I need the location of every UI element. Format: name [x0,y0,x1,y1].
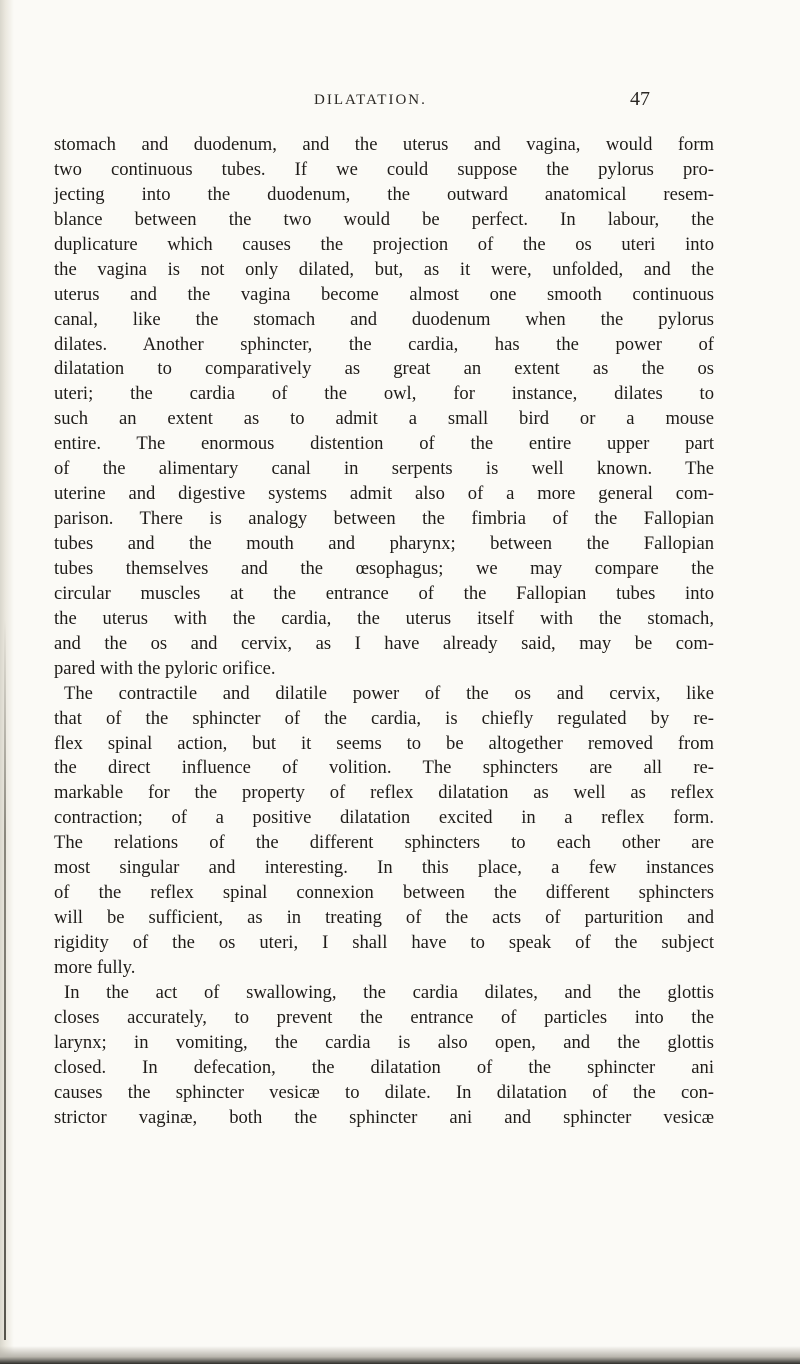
text-line: parison. There is analogy between the fimbria of the Fallopian [54,508,714,530]
text-line: dilates. Another sphincter, the cardia, has the power of [54,333,714,355]
text-line: duplicature which causes the projection of the os uteri into [54,233,714,255]
text-line: will be sufficient, as in treating of the acts of parturition and [54,907,714,929]
text-line: most singular and interesting. In this place, a few instances [54,857,714,879]
text-line: stomach and duodenum, and the uterus and vagina, would form [54,134,714,155]
text-line: closed. In defecation, the dilatation of the sphincter ani [54,1056,714,1078]
text-line: uteri; the cardia of the owl, for instance, dilates to [54,383,714,405]
text-line: dilatation to comparatively as great an extent as the os [54,358,714,380]
text-line: In the act of swallowing, the cardia dilates, and the glottis [64,981,714,1003]
page-number: 47 [630,88,650,110]
text-line: markable for the property of reflex dilatation as well as reflex [54,782,714,804]
running-head [0,88,800,116]
text-line: jecting into the duodenum, the outward anatomical resem- [54,183,714,205]
body-text [54,133,714,1131]
text-line: circular muscles at the entrance of the Fallopian tubes into [54,582,714,604]
text-line: that of the sphincter of the cardia, is chiefly regulated by re- [54,707,714,729]
text-line: causes the sphincter vesicæ to dilate. In dilatation of the con- [54,1081,714,1103]
text-line: entire. The enormous distention of the entire upper part [54,433,714,455]
text-line: contraction; of a positive dilatation excited in a reflex form. [54,807,714,829]
text-line: larynx; in vomiting, the cardia is also open, and the glottis [54,1031,714,1053]
text-line: flex spinal action, but it seems to be altogether removed from [54,732,714,754]
running-head-title: DILATATION. [314,92,427,108]
text-line: tubes themselves and the œsophagus; we may compare the [54,557,714,579]
text-line: pared with the pyloric orifice. [54,657,276,679]
text-line: The contractile and dilatile power of the os and cervix, like [64,682,714,704]
text-line: the vagina is not only dilated, but, as it were, unfolded, and the [54,258,714,280]
text-line: more fully. [54,956,136,978]
text-line: of the reflex spinal connexion between the different sphincters [54,882,714,904]
text-line: The relations of the different sphincters to each other are [54,832,714,854]
gutter-shadow [0,0,14,1364]
text-line: tubes and the mouth and pharynx; between the Fallopian [54,533,714,554]
text-line: strictor vaginæ, both the sphincter ani and sphincter vesicæ [54,1106,714,1128]
text-line: rigidity of the os uteri, I shall have to speak of the subject [54,932,714,953]
text-line: the direct influence of volition. The sphincters are all re- [54,757,714,779]
text-line: canal, like the stomach and duodenum when the pylorus [54,308,714,330]
text-line: blance between the two would be perfect. In labour, the [54,208,714,230]
text-line: uterus and the vagina become almost one smooth continuous [54,283,714,305]
text-line: two continuous tubes. If we could suppose the pylorus pro- [54,158,714,180]
gutter-edge [4,620,6,1340]
text-line: the uterus with the cardia, the uterus itself with the stomach, [54,607,714,629]
text-line: of the alimentary canal in serpents is well known. The [54,458,714,480]
text-line: closes accurately, to prevent the entrance of particles into the [54,1006,714,1028]
text-line: uterine and digestive systems admit also of a more general com- [54,483,714,505]
text-line: and the os and cervix, as I have already said, may be com- [54,632,714,654]
text-line: such an extent as to admit a small bird or a mouse [54,408,714,430]
page-bottom-edge [0,1346,800,1364]
